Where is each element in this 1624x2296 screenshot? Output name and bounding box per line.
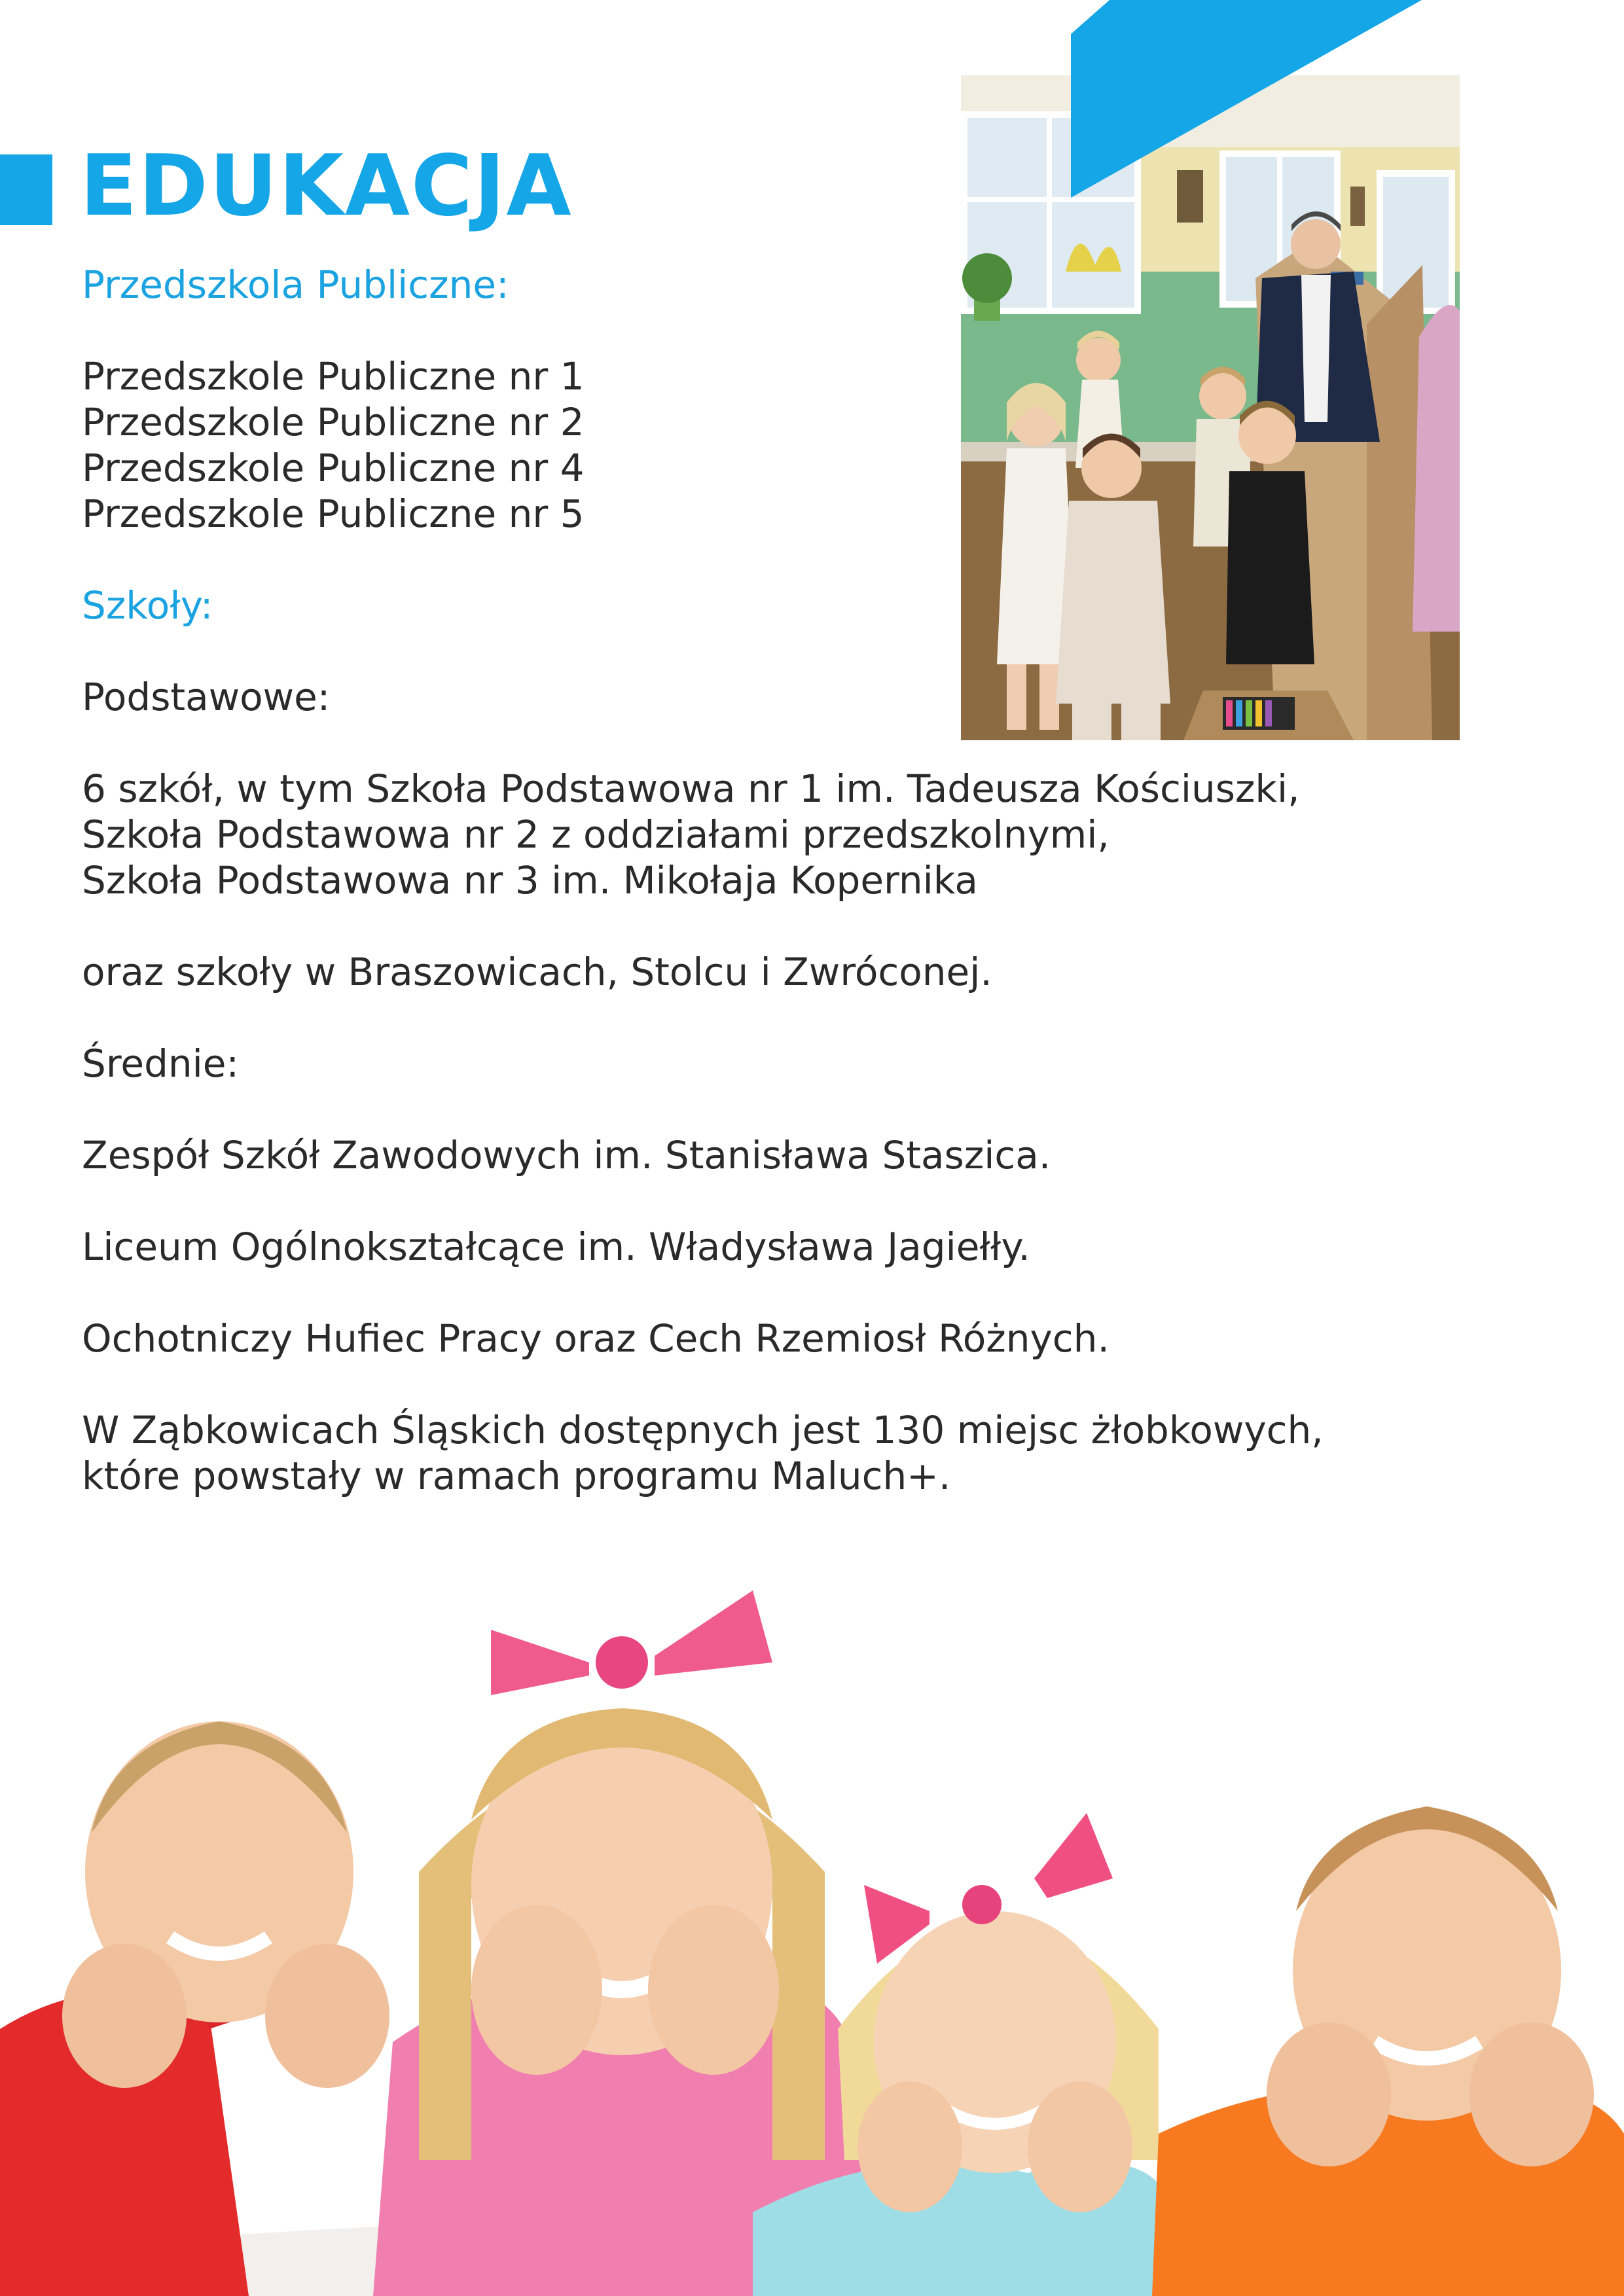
page-title: EDUKACJA [80, 137, 573, 235]
nursery-line: które powstały w ramach programu Maluch+. [82, 1454, 951, 1498]
schools-heading: Szkoły: [82, 583, 213, 628]
primary-heading: Podstawowe: [82, 675, 331, 719]
primary-line: Szkoła Podstawowa nr 3 im. Mikołaja Kopernika [82, 858, 978, 903]
nursery-line: W Ząbkowicach Śląskich dostępnych jest 130 miejsc żłobkowych, [82, 1408, 1324, 1452]
primary-other-schools: oraz szkoły w Braszowicach, Stolcu i Zwróconej. [82, 950, 992, 994]
preschool-item: Przedszkole Publiczne nr 5 [82, 492, 585, 536]
primary-line: Szkoła Podstawowa nr 2 z oddziałami przedszkolnymi, [82, 812, 1110, 857]
preschool-item: Przedszkole Publiczne nr 4 [82, 446, 585, 490]
primary-line: 6 szkół, w tym Szkoła Podstawowa nr 1 im. Tadeusza Kościuszki, [82, 766, 1300, 811]
children-photo [0, 1571, 1624, 2296]
secondary-school-item: Ochotniczy Hufiec Pracy oraz Cech Rzemiosł Różnych. [82, 1316, 1110, 1361]
secondary-school-item: Zespół Szkół Zawodowych im. Stanisława Staszica. [82, 1133, 1051, 1177]
preschool-item: Przedszkole Publiczne nr 2 [82, 400, 585, 444]
title-accent-bar [0, 154, 52, 225]
secondary-heading: Średnie: [82, 1041, 239, 1086]
preschools-heading: Przedszkola Publiczne: [82, 262, 509, 307]
secondary-school-item: Liceum Ogólnokształcące im. Władysława Jagiełły. [82, 1225, 1030, 1269]
preschool-item: Przedszkole Publiczne nr 1 [82, 354, 585, 399]
education-content [82, 262, 1489, 1499]
